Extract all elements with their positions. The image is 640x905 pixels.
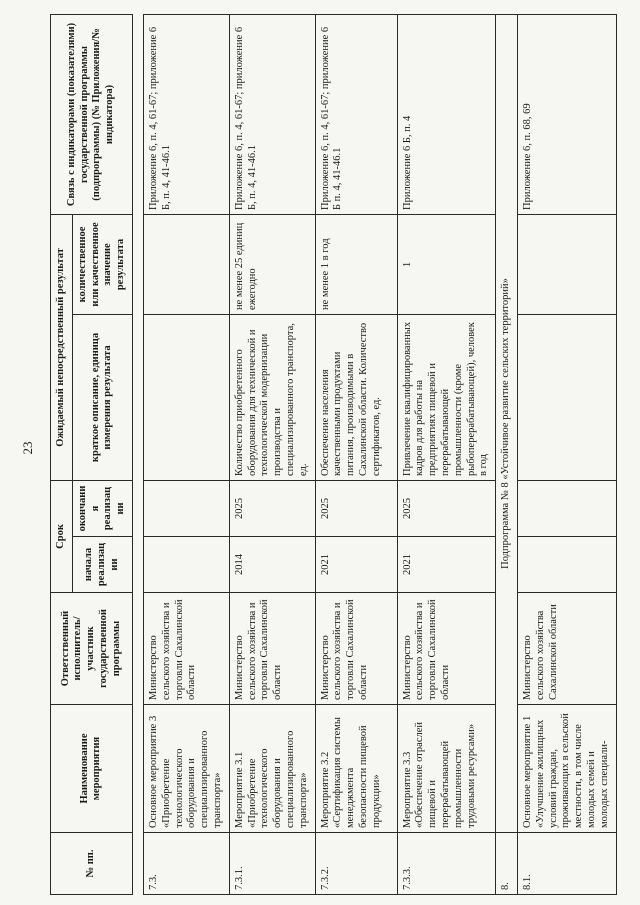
- row-value: не менее 25 единиц ежегодно: [229, 214, 315, 314]
- row-end: 2025: [315, 480, 397, 536]
- header-row-1: [51, 14, 73, 894]
- row-responsible: Министерство сельского хозяйства Сахалинской области: [517, 593, 616, 705]
- row-num: 7.3.3.: [397, 833, 496, 895]
- row-start: 2021: [315, 537, 397, 593]
- row-end: [143, 480, 229, 536]
- row-name: Мероприятие 3.2 «Сертификация системы менеджмента безопасности пищевой продукции»: [315, 705, 397, 833]
- col-header-name: Наименование мероприятия: [51, 705, 133, 833]
- rotated-page-content: [50, 15, 630, 895]
- row-desc: [143, 314, 229, 480]
- row-name: Мероприятие 3.1 «Приобретение технологического оборудования и специализированного транспорта»: [229, 705, 315, 833]
- row-value: [143, 214, 229, 314]
- table-row: [397, 14, 496, 894]
- subprogram-title: Подпрограмма № 8 «Устойчивое развитие сельских территорий»: [496, 14, 518, 832]
- row-num: 7.3.: [143, 833, 229, 895]
- col-header-term-end: окончания реализации: [72, 480, 132, 536]
- row-link: Приложение 6 Б, п. 4: [397, 14, 496, 214]
- measures-table: [50, 14, 617, 895]
- row-end: [517, 480, 616, 536]
- row-desc: Привлечение квалифицированных кадров для работы на предприятиях пищевой и перерабатывающей промышленности (кроме рыбоперерабатывающей), человек в год: [397, 314, 496, 480]
- table-row: [517, 14, 616, 894]
- subprogram-num: 8.: [496, 833, 518, 895]
- row-value: [517, 214, 616, 314]
- row-link: Приложение 6, п. 4, 61-67; приложение 6 Б п. 4, 41-46.1: [315, 14, 397, 214]
- col-header-term-start: начала реализации: [72, 537, 132, 593]
- col-header-result: Ожидаемый непосредственный результат: [51, 214, 73, 480]
- col-header-result-desc: краткое описание, единица измерения результата: [72, 314, 132, 480]
- table-row: [229, 14, 315, 894]
- col-header-result-value: количественное или качественное значение результата: [72, 214, 132, 314]
- row-name: Мероприятие 3.3 «Обеспечение отраслей пищевой и перерабатывающей промышленности трудовыми ресурсами»: [397, 705, 496, 833]
- row-link: Приложение 6, п. 68, 69: [517, 14, 616, 214]
- row-start: [517, 537, 616, 593]
- row-start: [143, 537, 229, 593]
- row-responsible: Министерство сельского хозяйства и торговли Сахалинской области: [397, 593, 496, 705]
- row-start: 2014: [229, 537, 315, 593]
- row-desc: Обеспечение населения качественными продуктами питания, производимыми в Сахалинской области. Количество сертификатов, ед.: [315, 314, 397, 480]
- page-number: 23: [20, 441, 35, 455]
- table-row: [143, 14, 229, 894]
- row-desc: Количество приобретенного оборудования для технической и технологической модернизации производства и специализированного транспорта, ед.: [229, 314, 315, 480]
- col-header-num: № пп.: [51, 833, 133, 895]
- table-row: [315, 14, 397, 894]
- header-gap: [132, 14, 143, 894]
- row-num: 8.1.: [517, 833, 616, 895]
- row-end: 2025: [397, 480, 496, 536]
- row-name: Основное мероприятие 1 «Улучшение жилищных условий граждан, проживающих в сельской местности, в том числе молодых семей и молодых специали-: [517, 705, 616, 833]
- row-link: Приложение 6, п. 4, 61-67; приложение 6 Б, п. 4, 41-46.1: [143, 14, 229, 214]
- row-num: 7.3.1.: [229, 833, 315, 895]
- col-header-responsible: Ответственный исполнитель/участник государственной программы: [51, 593, 133, 705]
- row-responsible: Министерство сельского хозяйства и торговли Сахалинской области: [143, 593, 229, 705]
- row-start: 2021: [397, 537, 496, 593]
- row-num: 7.3.2.: [315, 833, 397, 895]
- col-header-link: Связь с индикаторами (показателями) государственной программы (подпрограммы) (№ Приложения/№ индикатора): [51, 14, 133, 214]
- row-link: Приложение 6, п. 4, 61-67; приложение 6 Б, п. 4, 41-46.1: [229, 14, 315, 214]
- row-responsible: Министерство сельского хозяйства и торговли Сахалинской области: [229, 593, 315, 705]
- row-end: 2025: [229, 480, 315, 536]
- row-value: 1: [397, 214, 496, 314]
- row-desc: [517, 314, 616, 480]
- subprogram-row: [496, 14, 518, 894]
- row-name: Основное мероприятие 3 «Приобретение технологического оборудования и специализированного транспорта»: [143, 705, 229, 833]
- col-header-term: Срок: [51, 480, 73, 592]
- row-value: не менее 1 в год: [315, 214, 397, 314]
- row-responsible: Министерство сельского хозяйства и торговли Сахалинской области: [315, 593, 397, 705]
